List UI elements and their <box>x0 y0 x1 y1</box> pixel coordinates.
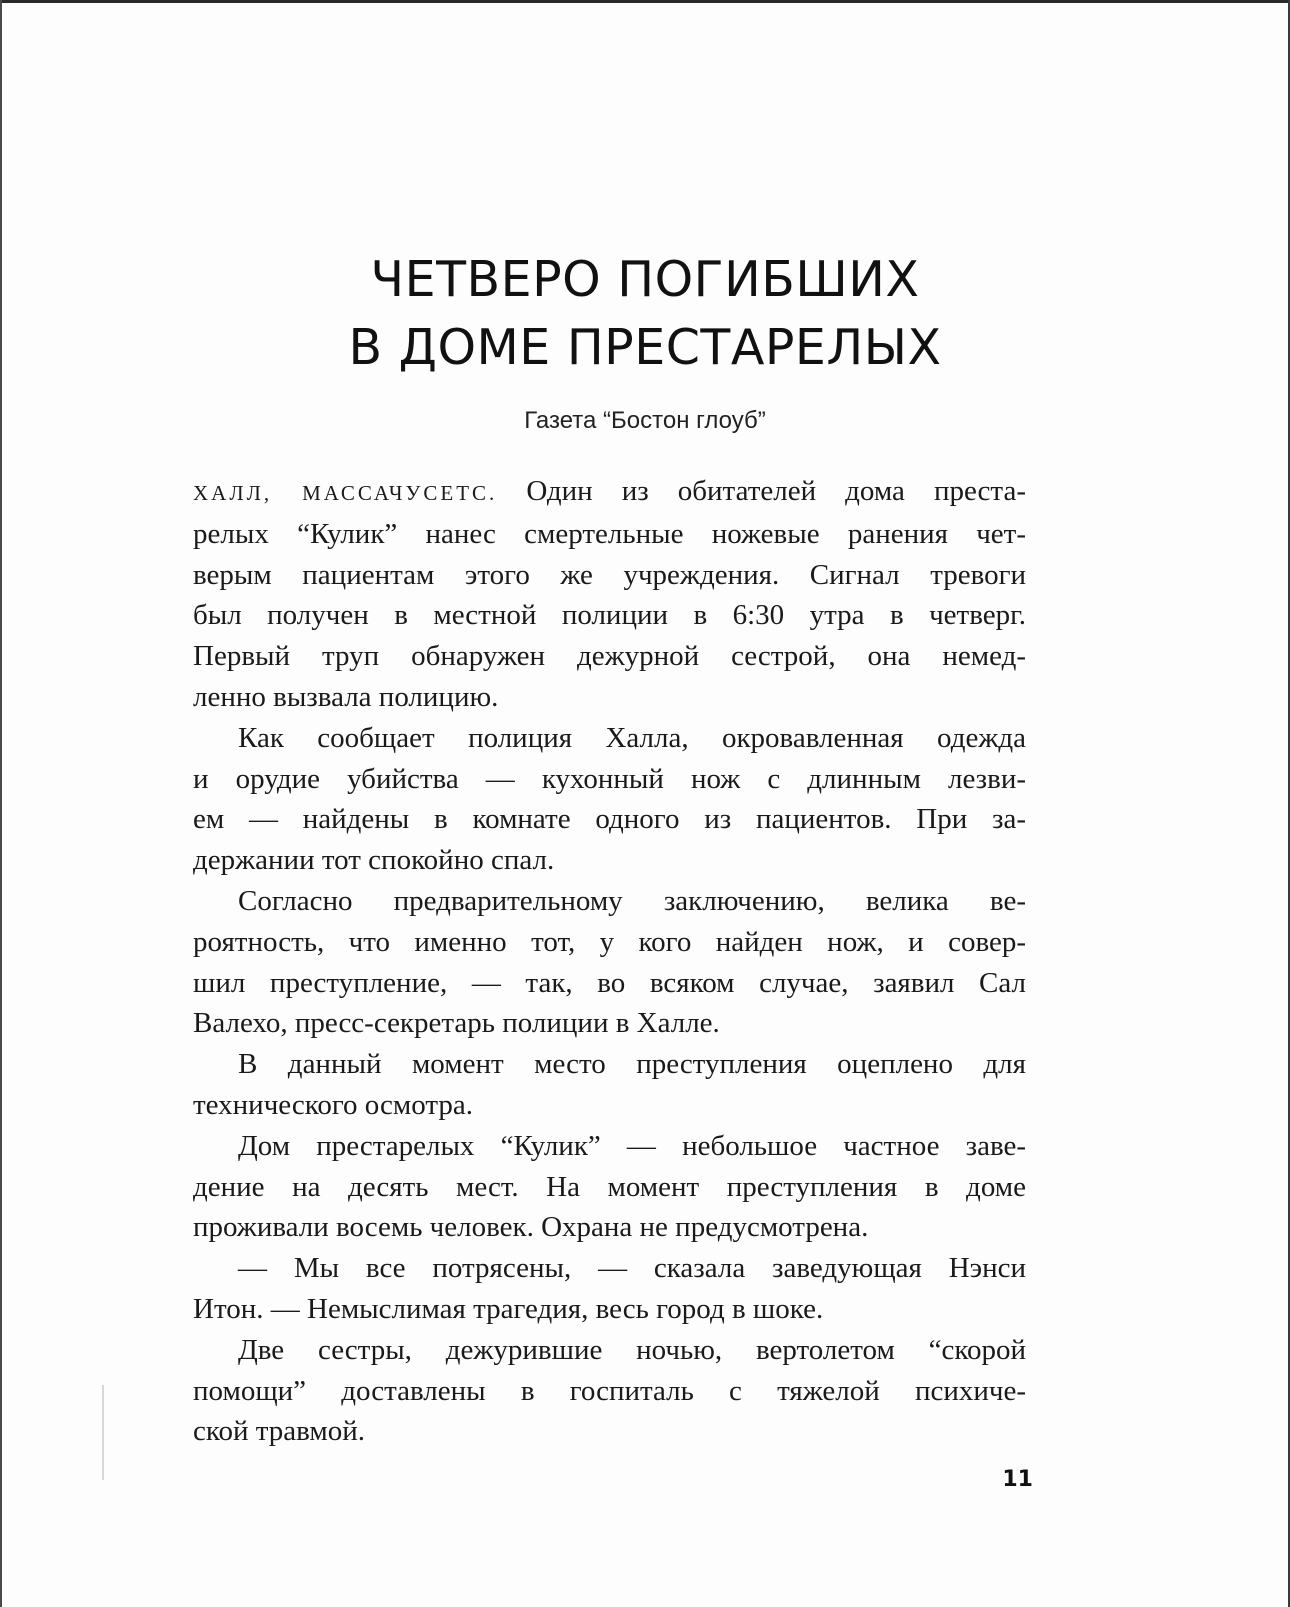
article-line-text: Один из обитателей дома преста- <box>497 475 1026 507</box>
article-line: держании тот спокойно спал. <box>193 844 555 877</box>
article-line: проживали восемь человек. Охрана не предусмотрена. <box>193 1211 869 1244</box>
article-line: Итон. — Немыслимая трагедия, весь город в шоке. <box>193 1292 824 1325</box>
article-line: роятность, что именно тот, у кого найден нож, и совер- <box>193 925 1026 958</box>
article-line: Как сообщает полиция Халла, окровавленная одежда <box>238 721 1026 754</box>
article-line: ем — найдены в комнате одного из пациентов. При за- <box>193 803 1026 836</box>
article-line: Согласно предварительному заключению, велика ве- <box>238 884 1026 917</box>
scan-edge-top <box>0 0 1290 3</box>
article-line: шил преступление, — так, во всяком случае, заявил Сал <box>193 966 1026 999</box>
article-line: верым пациентам этого же учреждения. Сигнал тревоги <box>193 558 1026 591</box>
scan-margin-mark <box>102 1385 104 1480</box>
article-line: В данный момент место преступления оцеплено для <box>238 1048 1026 1081</box>
article-line: Валехо, пресс-секретарь полиции в Халле. <box>193 1007 720 1040</box>
dateline: ХАЛЛ, МАССАЧУСЕТС. <box>193 481 498 505</box>
article-line: ленно вызвала полицию. <box>193 680 499 713</box>
article-line: и орудие убийства — кухонный нож с длинным лезви- <box>193 762 1026 795</box>
headline-line-1: ЧЕТВЕРО ПОГИБШИХ <box>370 251 920 308</box>
source-line: Газета “Бостон глоуб” <box>524 407 766 434</box>
article-line: Две сестры, дежурившие ночью, вертолетом “скорой <box>238 1333 1026 1366</box>
article-line: Первый труп обнаружен дежурной сестрой, она немед- <box>193 640 1026 673</box>
article-line: — Мы все потрясены, — сказала заведующая Нэнси <box>238 1252 1026 1285</box>
article-line: технического осмотра. <box>193 1088 474 1121</box>
article-line: был получен в местной полиции в 6:30 утра в четверг. <box>193 599 1026 632</box>
article-line: помощи” доставлены в госпиталь с тяжелой психиче- <box>193 1374 1026 1407</box>
scan-edge-left <box>0 0 2 1607</box>
article-line <box>193 471 1026 514</box>
article-line: Дом престарелых “Кулик” — небольшое частное заве- <box>238 1129 1026 1162</box>
page-number: 11 <box>1002 1467 1033 1492</box>
article-line: релых “Кулик” нанес смертельные ножевые ранения чет- <box>193 517 1026 550</box>
article-body <box>193 471 1026 1452</box>
headline <box>150 246 1140 382</box>
headline-line-2: В ДОМЕ ПРЕСТАРЕЛЫХ <box>348 319 942 376</box>
article-line: дение на десять мест. На момент преступления в доме <box>193 1170 1026 1203</box>
article-line: ской травмой. <box>193 1415 365 1448</box>
